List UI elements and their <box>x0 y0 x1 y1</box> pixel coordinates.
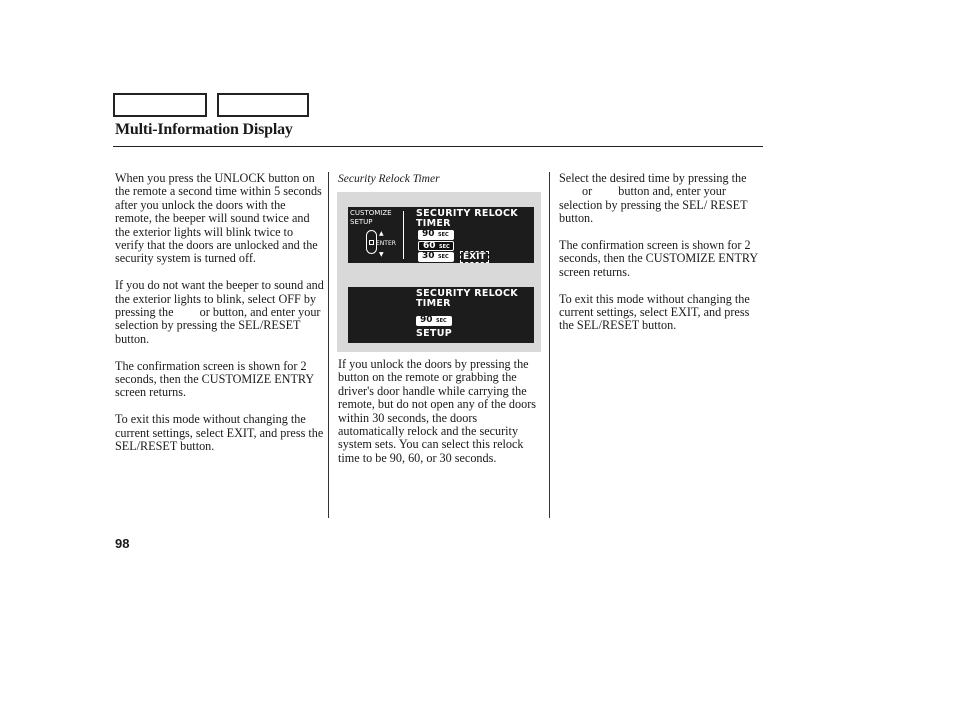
figure-caption: Security Relock Timer <box>338 173 440 185</box>
screen1-title-line-2: TIMER <box>416 218 451 229</box>
display-screen-select <box>348 207 534 263</box>
col3-p1-part-b: or <box>582 184 593 199</box>
col3-p1-part-a: Select the desired time by pressing the <box>559 171 747 185</box>
column-divider-1 <box>328 172 329 518</box>
enter-label: ENTER <box>376 240 396 247</box>
col1-paragraph-2 <box>115 279 325 346</box>
col1-p2-part-b: or <box>199 305 210 320</box>
col3-paragraph-2: The confirmation screen is shown for 2 seconds, then the CUSTOMIZE ENTRY screen returns. <box>559 238 758 279</box>
col3-p1-part-c: button and, enter your selection by pressing the SEL/ RESET button. <box>559 184 748 226</box>
option-30-sec: 30 SEC <box>418 252 454 262</box>
exit-option: EXIT <box>460 251 489 263</box>
column-2 <box>338 358 543 479</box>
column-3 <box>559 172 764 346</box>
title-divider <box>113 146 763 147</box>
section-tab-2 <box>217 93 309 117</box>
column-1 <box>115 172 325 467</box>
col1-paragraph-1: When you press the UNLOCK button on the remote a second time within 5 seconds after you unlock the doors with the remote, the beeper will sound twice and the exterior lights will blink twice to verify that the doors are unlocked and the security system is turned off. <box>115 171 322 266</box>
up-arrow-icon: ▲ <box>379 230 384 237</box>
col1-p2-part-c: button, and enter your selection by pressing the SEL/RESET button. <box>115 305 321 346</box>
screen-divider <box>403 211 404 259</box>
display-screen-confirm <box>348 287 534 343</box>
col3-paragraph-1 <box>559 172 764 226</box>
col1-paragraph-4: To exit this mode without changing the current settings, select EXIT, and press the SEL/RESET button. <box>115 412 324 454</box>
col1-paragraph-3: The confirmation screen is shown for 2 seconds, then the CUSTOMIZE ENTRY screen returns. <box>115 358 314 400</box>
col2-paragraph-1: If you unlock the doors by pressing the button on the remote or grabbing the driver's door handle while carrying the remote, but do not open any of the doors within 30 seconds, the doors automatically relock and the security system sets. You can select this relock time to be 90, 60, or 30 seconds. <box>338 357 537 465</box>
page-number: 98 <box>115 536 130 551</box>
screen2-title-line-2: TIMER <box>416 298 451 309</box>
screen-side-label-1: CUSTOMIZE <box>350 209 392 217</box>
screen2-footer: SETUP <box>416 328 452 339</box>
option-60-sec: 60 SEC <box>418 241 454 251</box>
screen1-title-line-1: SECURITY RELOCK <box>416 208 518 219</box>
col1-p2-part-a: If you do not want the beeper to sound and the exterior lights to blink, select OFF by pressing the <box>115 278 324 320</box>
down-arrow-icon: ▼ <box>379 251 384 258</box>
option-90-sec: 90 SEC <box>418 230 454 240</box>
col3-paragraph-3: To exit this mode without changing the current settings, select EXIT, and press the SEL/RESET button. <box>559 291 750 333</box>
confirmed-option-90-sec: 90 SEC <box>416 316 452 326</box>
screen2-title-line-1: SECURITY RELOCK <box>416 288 518 299</box>
column-divider-2 <box>549 172 550 518</box>
screen-side-label-2: SETUP <box>350 218 373 226</box>
page-title: Multi-Information Display <box>115 121 293 138</box>
section-tab-1 <box>113 93 207 117</box>
